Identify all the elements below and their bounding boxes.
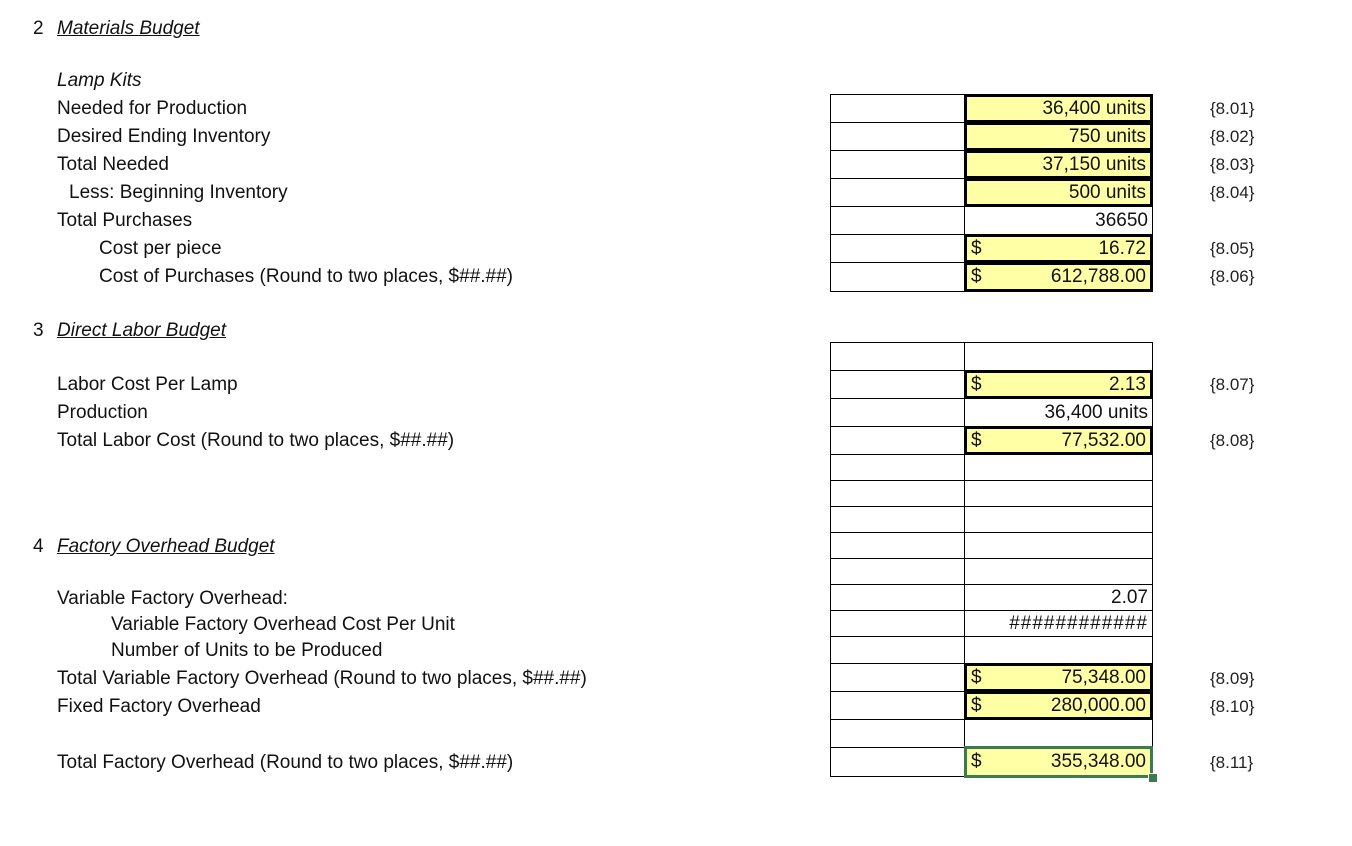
grid-cell[interactable] [830, 663, 965, 692]
grid-cell[interactable] [830, 94, 965, 123]
cell-value: 750 units [1068, 125, 1146, 147]
question-code: {8.11} [1210, 753, 1254, 772]
production-cell[interactable] [964, 398, 1153, 427]
question-code: {8.07} [1210, 375, 1255, 394]
cell-value: ############ [1009, 612, 1148, 634]
cell-value: 75,348.00 [1061, 666, 1146, 688]
grid-cell[interactable] [964, 719, 1153, 748]
row-label: Total Variable Factory Overhead (Round to two places, $##.##) [57, 668, 587, 689]
grid-cell[interactable] [830, 506, 965, 533]
section-title-overhead: Factory Overhead Budget [57, 536, 275, 557]
row-label: Cost of Purchases (Round to two places, $##.##) [99, 266, 514, 287]
cell-value: 37,150 units [1042, 153, 1146, 175]
subheading-lamp-kits: Lamp Kits [57, 70, 142, 91]
grid-cell[interactable] [830, 719, 965, 748]
grid-cell[interactable] [830, 370, 965, 399]
currency-symbol: $ [971, 666, 982, 688]
row-label: Cost per piece [99, 238, 222, 259]
input-cell-8-10[interactable] [964, 691, 1153, 720]
row-label: Total Needed [57, 154, 169, 175]
section-number-materials: 2 [33, 18, 44, 39]
row-label: Fixed Factory Overhead [57, 696, 261, 717]
grid-cell[interactable] [830, 610, 965, 637]
section-number-overhead: 4 [33, 536, 44, 557]
grid-cell[interactable] [964, 558, 1153, 585]
grid-cell[interactable] [830, 234, 965, 263]
currency-symbol: $ [971, 429, 982, 451]
row-label: Variable Factory Overhead Cost Per Unit [111, 614, 455, 635]
fill-handle[interactable] [1148, 773, 1158, 783]
question-code: {8.08} [1210, 431, 1255, 450]
row-label: Production [57, 402, 148, 423]
question-code: {8.10} [1210, 697, 1255, 716]
row-label: Needed for Production [57, 98, 248, 119]
section-number-labor: 3 [33, 320, 44, 341]
grid-cell[interactable] [830, 122, 965, 151]
row-label: Total Labor Cost (Round to two places, $##.##) [57, 430, 455, 451]
grid-cell[interactable] [830, 262, 965, 292]
currency-symbol: $ [971, 373, 982, 395]
section-title-materials: Materials Budget [57, 18, 200, 39]
grid-cell[interactable] [830, 426, 965, 455]
grid-cell[interactable] [830, 584, 965, 611]
currency-symbol: $ [971, 266, 982, 287]
section-title-labor: Direct Labor Budget [57, 320, 226, 341]
row-label: Total Purchases [57, 210, 193, 231]
question-code: {8.09} [1210, 669, 1255, 688]
grid-cell[interactable] [830, 398, 965, 427]
row-label: Labor Cost Per Lamp [57, 374, 238, 395]
grid-cell[interactable] [830, 178, 965, 207]
grid-cell[interactable] [830, 636, 965, 664]
question-code: {8.04} [1210, 183, 1255, 202]
grid-cell[interactable] [830, 747, 965, 777]
total-purchases-cell[interactable] [964, 206, 1153, 235]
question-code: {8.03} [1210, 155, 1255, 174]
cell-value: 2.13 [1109, 373, 1146, 395]
cell-value: 36,400 units [1044, 401, 1148, 423]
row-label: Variable Factory Overhead: [57, 588, 288, 609]
grid-cell[interactable] [830, 532, 965, 559]
cell-value: 280,000.00 [1050, 694, 1146, 716]
input-cell-8-09[interactable] [964, 663, 1153, 692]
input-cell-8-03[interactable] [964, 150, 1153, 179]
grid-cell[interactable] [830, 480, 965, 507]
cell-value: 355,348.00 [1050, 751, 1146, 772]
cell-value: 612,788.00 [1050, 266, 1146, 287]
question-code: {8.05} [1210, 239, 1255, 258]
cell-value: 500 units [1068, 181, 1146, 203]
variable-overhead-rate-cell[interactable] [964, 584, 1153, 611]
question-code: {8.06} [1210, 267, 1255, 286]
cell-value: 36650 [1095, 209, 1148, 231]
grid-cell[interactable] [964, 532, 1153, 559]
grid-cell[interactable] [830, 342, 965, 371]
currency-symbol: $ [971, 751, 982, 772]
grid-cell[interactable] [830, 691, 965, 720]
row-label: Total Factory Overhead (Round to two places, $##.##) [57, 752, 514, 773]
input-cell-8-07[interactable] [964, 370, 1153, 399]
currency-symbol: $ [971, 694, 982, 716]
input-cell-8-02[interactable] [964, 122, 1153, 151]
cell-value: 16.72 [1098, 237, 1146, 259]
cell-value: 2.07 [1111, 586, 1148, 608]
grid-cell[interactable] [964, 636, 1153, 664]
grid-cell[interactable] [964, 480, 1153, 507]
grid-cell[interactable] [964, 454, 1153, 481]
row-label: Number of Units to be Produced [111, 640, 383, 661]
grid-cell[interactable] [830, 150, 965, 179]
overflow-cell[interactable] [964, 610, 1153, 637]
question-code: {8.02} [1210, 127, 1255, 146]
input-cell-8-01[interactable] [964, 94, 1153, 123]
row-label: Less: Beginning Inventory [69, 182, 288, 203]
input-cell-8-05[interactable] [964, 234, 1153, 263]
grid-cell[interactable] [964, 506, 1153, 533]
grid-cell[interactable] [830, 558, 965, 585]
input-cell-8-06[interactable] [964, 262, 1153, 292]
grid-cell[interactable] [830, 206, 965, 235]
input-cell-8-04[interactable] [964, 178, 1153, 207]
input-cell-8-11-selected[interactable] [964, 746, 1153, 778]
question-code: {8.01} [1210, 99, 1255, 118]
row-label: Desired Ending Inventory [57, 126, 271, 147]
input-cell-8-08[interactable] [964, 426, 1153, 455]
grid-cell[interactable] [964, 342, 1153, 371]
cell-value: 77,532.00 [1061, 429, 1146, 451]
cell-value: 36,400 units [1042, 97, 1146, 119]
grid-cell[interactable] [830, 454, 965, 481]
currency-symbol: $ [971, 237, 982, 259]
